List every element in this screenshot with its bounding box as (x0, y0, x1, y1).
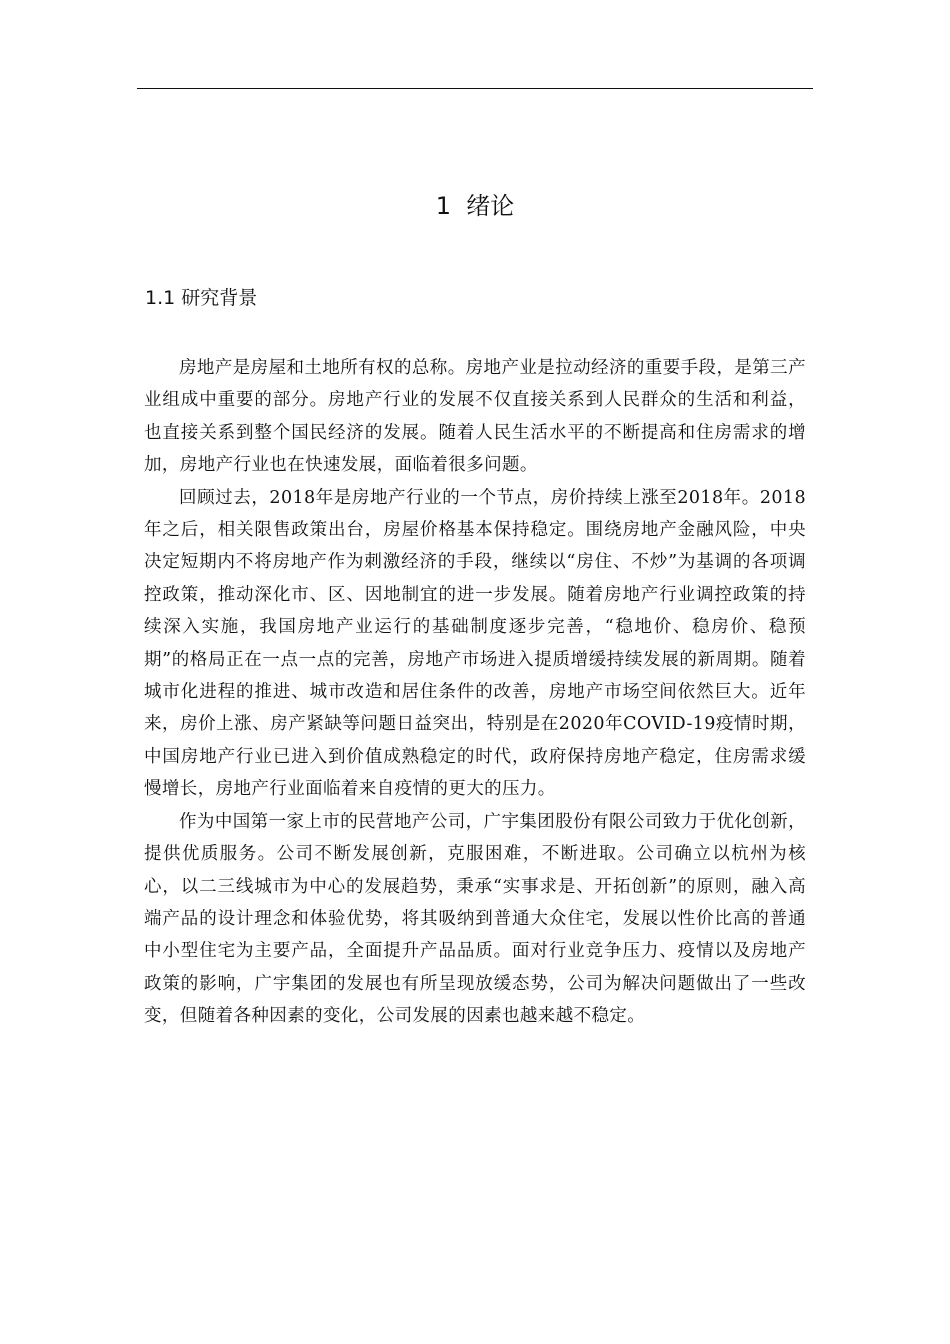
chapter-title: 1 绪论 (435, 192, 515, 220)
paragraph-3: 作为中国第一家上市的民营地产公司，广宇集团股份有限公司致力于优化创新，提供优质服务。公司不断发展创新，克服困难，不断进取。公司确立以杭州为核心，以二三线城市为中心的发展趋势，秉承“实事求是、开拓创新”的原则，融入高端产品的设计理念和体验优势，将其吸纳到普通大众住宅，发展以性价比高的普通中小型住宅为主要产品，全面提升产品品质。面对行业竞争压力、疫情以及房地产政策的影响，广宇集团的发展也有所呈现放缓态势，公司为解决问题做出了一些改变，但随着各种因素的变化，公司发展的因素也越来越不稳定。 (144, 811, 806, 1027)
paragraph-2: 回顾过去，2018年是房地产行业的一个节点，房价持续上涨至2018年。2018年之后，相关限售政策出台，房屋价格基本保持稳定。围绕房地产金融风险，中央决定短期内不将房地产作为刺激经济的手段，继续以“房住、不炒”为基调的各项调控政策，推动深化市、区、因地制宜的进一步发展。随着房地产行业调控政策的持续深入实施，我国房地产业运行的基础制度逐步完善，“稳地价、稳房价、稳预期”的格局正在一点一点的完善，房地产市场进入提质增缓持续发展的新周期。随着城市化进程的推进、城市改造和居住条件的改善，房地产市场空间依然巨大。近年来，房价上涨、房产紧缺等问题日益突出，特别是在2020年COVID-19疫情时期，中国房地产行业已进入到价值成熟稳定的时代，政府保持房地产稳定，住房需求缓慢增长，房地产行业面临着来自疫情的更大的压力。 (144, 487, 806, 800)
body-text (144, 352, 806, 1033)
paragraph-1: 房地产是房屋和土地所有权的总称。房地产业是拉动经济的重要手段，是第三产业组成中重要的部分。房地产行业的发展不仅直接关系到人民群众的生活和利益，也直接关系到整个国民经济的发展。随着人民生活水平的不断提高和住房需求的增加，房地产行业也在快速发展，面临着很多问题。 (144, 358, 806, 476)
section-title: 1.1 研究背景 (145, 287, 258, 309)
header-rule (137, 88, 813, 89)
